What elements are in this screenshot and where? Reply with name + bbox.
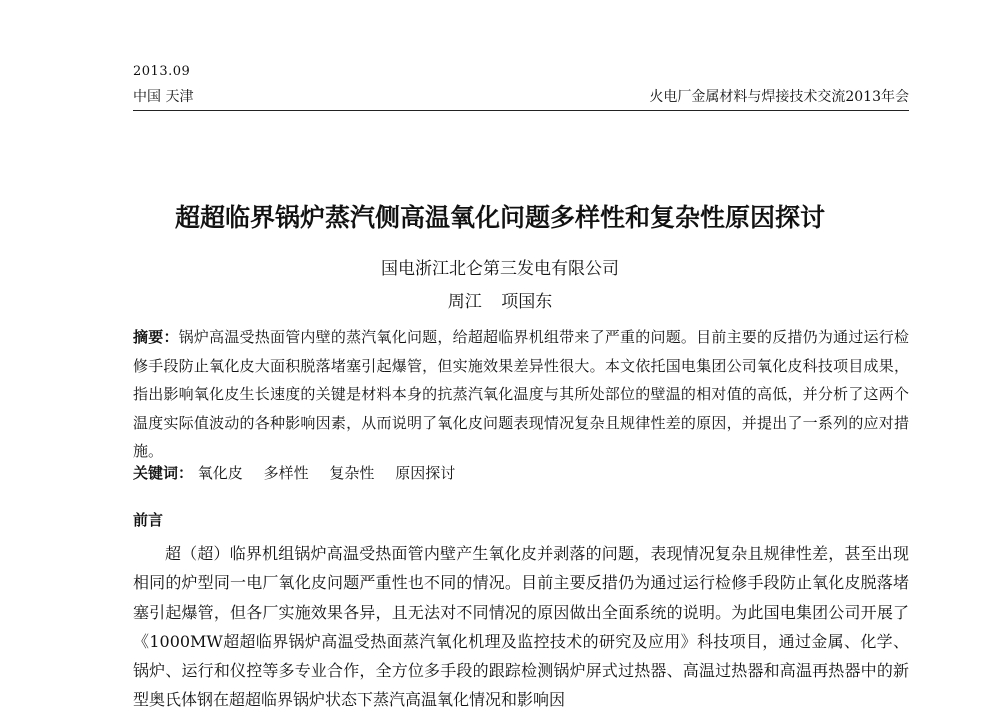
keyword: 氧化皮 bbox=[197, 464, 243, 482]
header-place: 中国 天津 bbox=[133, 89, 194, 105]
keyword: 原因探讨 bbox=[395, 464, 456, 482]
section-heading-intro: 前言 bbox=[133, 511, 164, 529]
paper-title: 超超临界锅炉蒸汽侧高温氧化问题多样性和复杂性原因探讨 bbox=[174, 203, 825, 232]
abstract bbox=[133, 323, 909, 466]
keyword: 多样性 bbox=[263, 464, 309, 482]
header-rule bbox=[133, 110, 909, 111]
abstract-text: 锅炉高温受热面管内壁的蒸汽氧化问题，给超超临界机组带来了严重的问题。目前主要的反措仍为通过运行检修手段防止氧化皮大面积脱落堵塞引起爆管，但实施效果差异性很大。本文依托国电集团公司氧化皮科技项目成果，指出影响氧化皮生长速度的关键是材料本身的抗蒸汽氧化温度与其所处部位的壁温的相对值的高低，并分析了这两个温度实际值波动的各种影响因素，从而说明了氧化皮问题表现情况复杂且规律性差的原因，并提出了一系列的应对措施。 bbox=[133, 328, 909, 460]
affiliation: 国电浙江北仑第三发电有限公司 bbox=[381, 259, 619, 279]
keyword: 复杂性 bbox=[329, 464, 375, 482]
intro-paragraph: 超（超）临界机组锅炉高温受热面管内壁产生氧化皮并剥落的问题，表现情况复杂且规律性差，甚至出现相同的炉型同一电厂氧化皮问题严重性也不同的情况。目前主要反措仍为通过运行检修手段防止氧化皮脱落堵塞引起爆管，但各厂实施效果各异，且无法对不同情况的原因做出全面系统的说明。为此国电集团公司开展了《1000MW超超临界锅炉高温受热面蒸汽氧化机理及监控技术的研究及应用》科技项目，通过金属、化学、锅炉、运行和仪控等多专业合作，全方位多手段的跟踪检测锅炉屏式过热器、高温过热器和高温再热器中的新型奥氏体钢在超超临界锅炉状态下蒸汽高温氧化情况和影响因 bbox=[133, 544, 909, 710]
keywords bbox=[133, 462, 909, 483]
running-header bbox=[133, 64, 909, 112]
abstract-label: 摘要： bbox=[133, 328, 179, 346]
header-date: 2013.09 bbox=[133, 64, 191, 79]
keywords-label: 关键词： bbox=[133, 464, 194, 482]
header-conference: 火电厂金属材料与焊接技术交流2013年会 bbox=[649, 89, 909, 105]
authors: 周江 项国东 bbox=[447, 292, 553, 312]
